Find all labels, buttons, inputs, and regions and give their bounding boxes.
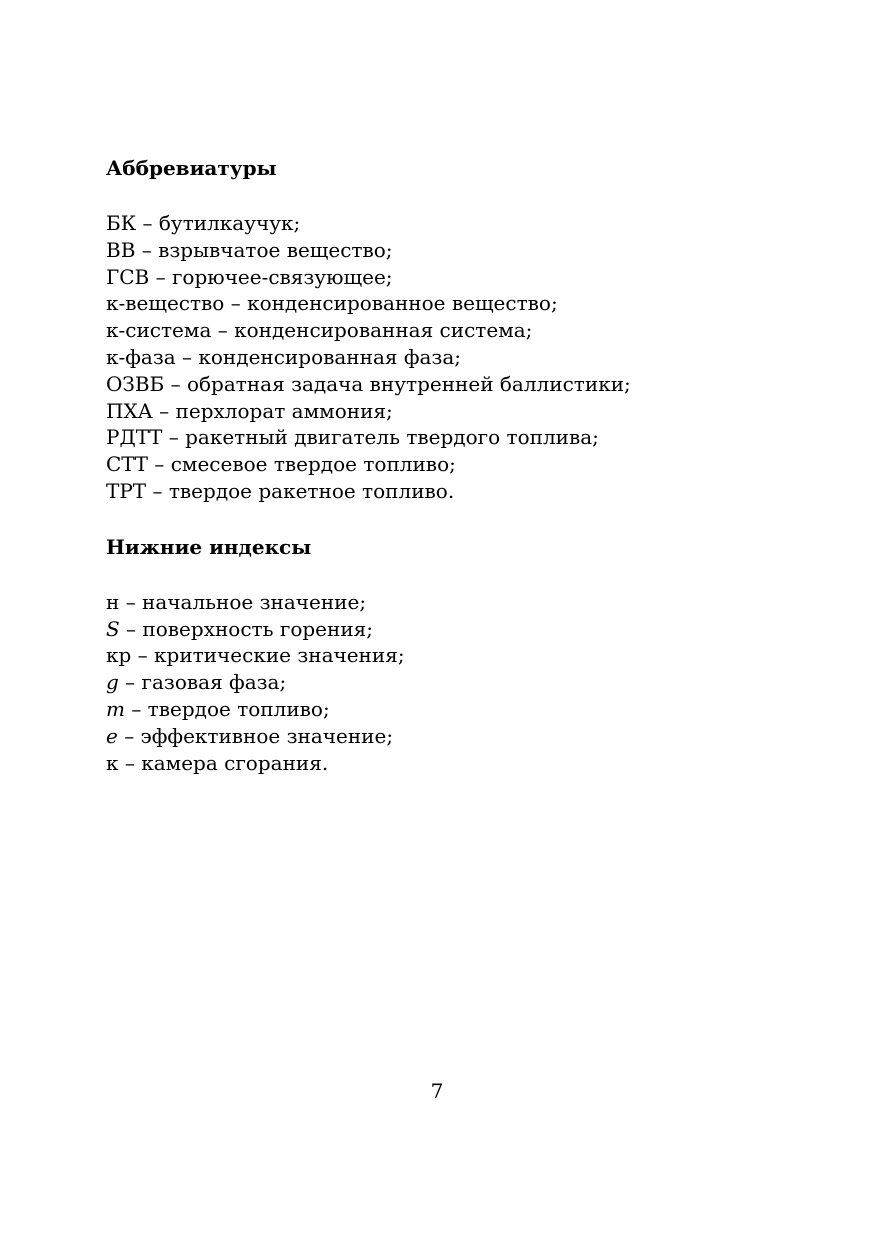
subscript-symbol: кр — [106, 643, 132, 668]
subscripts-heading: Нижние индексы — [106, 534, 312, 559]
subscript-symbol: g — [106, 670, 119, 695]
subscript-description: – твердое топливо; — [124, 696, 330, 721]
abbreviation-item: ВВ – взрывчатое вещество; — [106, 237, 393, 262]
subscript-item — [106, 616, 786, 643]
subscript-description: – поверхность горения; — [119, 616, 374, 641]
subscript-symbol: S — [106, 616, 120, 641]
abbreviation-item: к-вещество – конденсированное вещество; — [106, 291, 558, 316]
abbreviation-item: к-система – конденсированная система; — [106, 318, 533, 343]
subscript-description: – камера сгорания. — [118, 750, 329, 775]
subscript-symbol: к — [106, 750, 119, 775]
subscript-item — [106, 669, 786, 696]
subscripts-list — [106, 589, 786, 777]
abbreviation-item: БК – бутилкаучук; — [106, 211, 301, 235]
subscript-description: – критические значения; — [131, 643, 405, 668]
abbreviations-heading: Аббревиатуры — [106, 156, 277, 180]
subscript-item — [106, 696, 786, 723]
document-page — [106, 154, 786, 776]
abbreviation-item: РДТТ – ракетный двигатель твердого топлива; — [106, 425, 599, 450]
abbreviation-item: ПХА – перхлорат аммония; — [106, 398, 393, 423]
subscript-symbol: m — [106, 696, 125, 721]
subscript-symbol: e — [106, 723, 118, 748]
subscript-item — [106, 750, 786, 777]
abbreviations-list — [106, 210, 786, 505]
subscript-description: – газовая фаза; — [118, 670, 287, 695]
subscript-description: – эффективное значение; — [117, 723, 394, 748]
abbreviation-item: ОЗВБ – обратная задача внутренней баллистики; — [106, 371, 631, 396]
subscript-item — [106, 642, 786, 669]
abbreviation-item: ГСВ – горючее-связующее; — [106, 264, 393, 289]
abbreviation-item: СТТ – смесевое твердое топливо; — [106, 452, 456, 477]
abbreviation-item: ТРТ – твердое ракетное топливо. — [106, 478, 455, 503]
subscript-item — [106, 723, 786, 750]
abbreviation-item: к-фаза – конденсированная фаза; — [106, 344, 461, 369]
subscript-symbol: н — [106, 589, 120, 614]
page-number: 7 — [430, 1079, 444, 1103]
subscript-item — [106, 589, 786, 616]
subscript-description: – начальное значение; — [119, 589, 367, 614]
